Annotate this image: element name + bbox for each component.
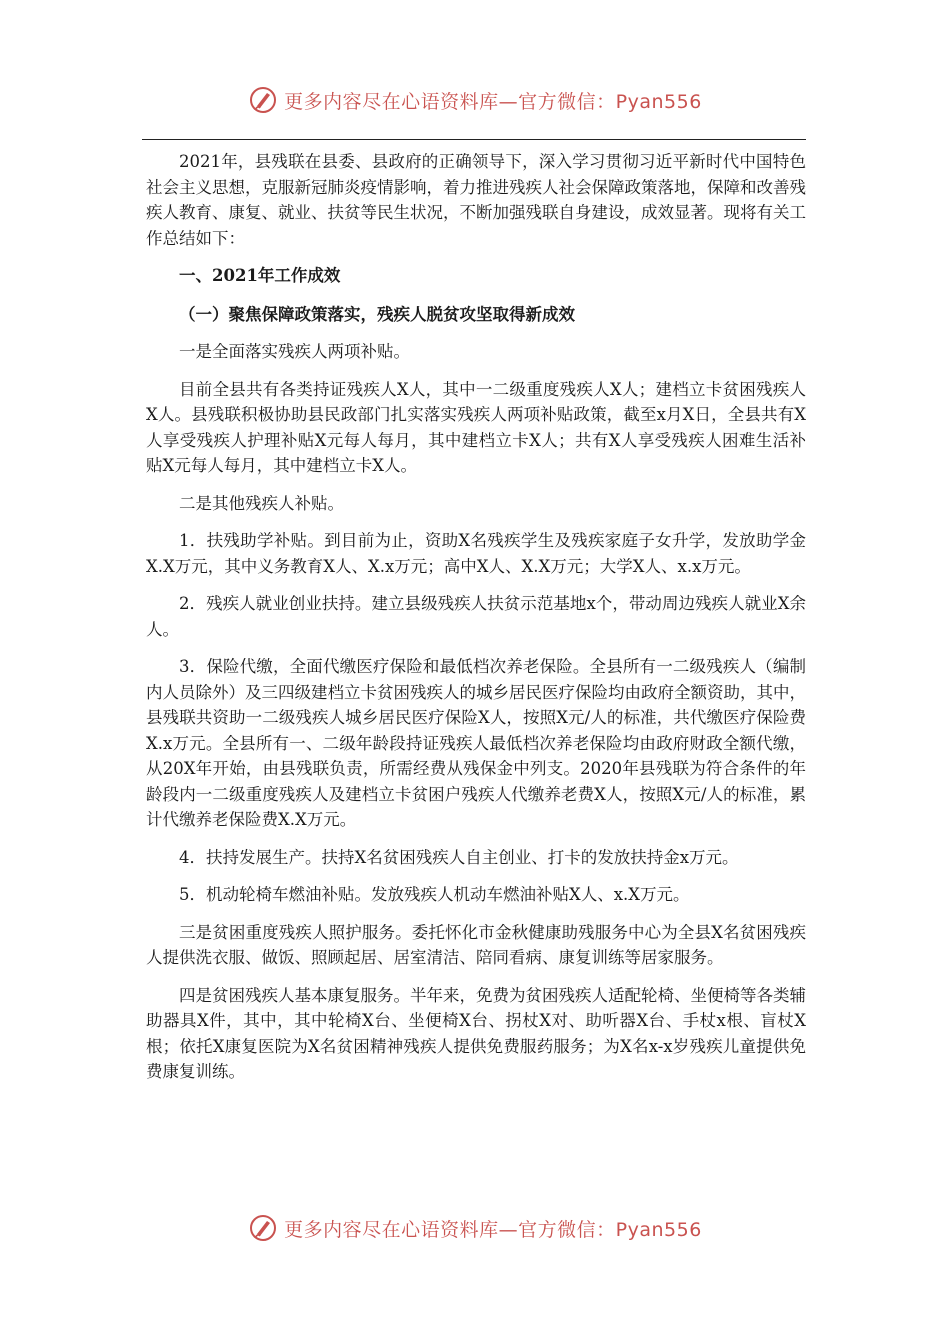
paragraph: 2．残疾人就业创业扶持。建立县级残疾人扶贫示范基地x个，带动周边残疾人就业X余人。 xyxy=(146,594,806,639)
document-body xyxy=(146,149,806,1097)
paragraph: 5．机动轮椅车燃油补贴。发放残疾人机动车燃油补贴X人、x.X万元。 xyxy=(179,885,690,904)
paragraph: 一是全面落实残疾人两项补贴。 xyxy=(179,342,410,361)
header-banner xyxy=(0,82,950,118)
pen-logo-icon xyxy=(248,1213,278,1243)
banner-text: 更多内容尽在心语资料库—官方微信：Pyan556 xyxy=(284,90,702,113)
paragraph: 3．保险代缴，全面代缴医疗保险和最低档次养老保险。全县所有一二级残疾人（编制内人员除外）及三四级建档立卡贫困残疾人的城乡居民医疗保险均由政府全额资助，其中，县残联共资助一二级残疾人城乡居民医疗保险X人，按照X元/人的标准，共代缴医疗保险费X.x万元。全县所有一、二级年龄段持证残疾人最低档次养老保险均由政府财政全额代缴，从20X年开始，由县残联负责，所需经费从残保金中列支。2020年县残联为符合条件的年龄段内一二级重度残疾人及建档立卡贫困户残疾人代缴养老费X人，按照X元/人的标准，累计代缴养老保险费X.X万元。 xyxy=(146,657,806,829)
paragraph: 四是贫困残疾人基本康复服务。半年来，免费为贫困残疾人适配轮椅、坐便椅等各类辅助器具X件，其中，其中轮椅X台、坐便椅X台、拐杖X对、助听器X台、手杖x根、盲杖X根；依托X康复医院为X名贫困精神残疾人提供免费服药服务；为X名x-x岁残疾儿童提供免费康复训练。 xyxy=(146,985,806,1081)
paragraph: 二是其他残疾人补贴。 xyxy=(179,493,344,513)
paragraph: 目前全县共有各类持证残疾人X人，其中一二级重度残疾人X人；建档立卡贫困残疾人X人。县残联积极协助县民政部门扎实落实残疾人两项补贴政策，截至x月X日，全县共有X人享受残疾人护理补贴X元每人每月，其中建档立卡X人；共有X人享受残疾人困难生活补贴X元每人每月，其中建档立卡X人。 xyxy=(146,379,806,475)
pen-logo-icon xyxy=(248,85,278,115)
footer-banner xyxy=(0,1210,950,1246)
intro-paragraph: 2021年，县残联在县委、县政府的正确领导下，深入学习贯彻习近平新时代中国特色社会主义思想，克服新冠肺炎疫情影响，着力推进残疾人社会保障政策落地，保障和改善残疾人教育、康复、就业、扶贫等民生状况，不断加强残联自身建设，成效显著。现将有关工作总结如下： xyxy=(146,152,806,248)
banner-text: 更多内容尽在心语资料库—官方微信：Pyan556 xyxy=(284,1218,702,1241)
header-divider xyxy=(142,139,806,140)
subsection-heading: （一）聚焦保障政策落实，残疾人脱贫攻坚取得新成效 xyxy=(179,304,575,324)
paragraph: 1．扶残助学补贴。到目前为止，资助X名残疾学生及残疾家庭子女升学，发放助学金X.X万元，其中义务教育X人、X.x万元；高中X人、X.X万元；大学X人、x.x万元。 xyxy=(146,531,806,576)
paragraph: 三是贫困重度残疾人照护服务。委托怀化市金秋健康助残服务中心为全县X名贫困残疾人提供洗衣服、做饭、照顾起居、居室清洁、陪同看病、康复训练等居家服务。 xyxy=(146,922,806,967)
paragraph: 4．扶持发展生产。扶持X名贫困残疾人自主创业、打卡的发放扶持金x万元。 xyxy=(179,847,739,867)
section-heading: 一、2021年工作成效 xyxy=(179,266,341,285)
